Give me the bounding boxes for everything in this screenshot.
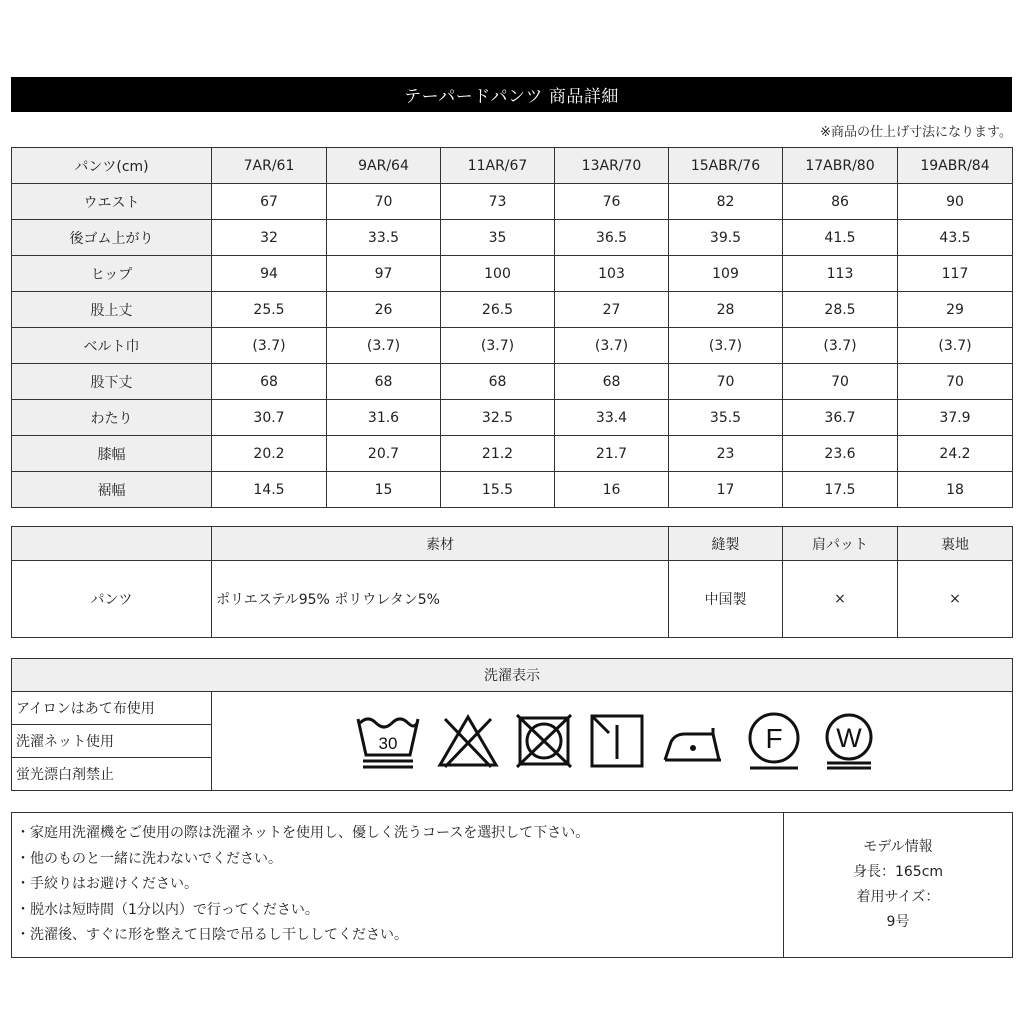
measurement-value: 67 [212, 184, 327, 220]
measurement-value: 21.7 [555, 436, 669, 472]
size-table [11, 147, 1013, 508]
wash-temp: 30 [378, 734, 398, 753]
page-title: テーパードパンツ 商品詳細 [11, 77, 1012, 112]
model-info [784, 813, 1013, 958]
measurement-value: (3.7) [783, 328, 898, 364]
measurement-value: (3.7) [441, 328, 555, 364]
no-tumble-dry-icon [515, 713, 573, 769]
material-sewing: 中国製 [669, 561, 783, 638]
measurement-value: 94 [212, 256, 327, 292]
measurement-value: 15 [327, 472, 441, 508]
size-header-cell: 7AR/61 [212, 148, 327, 184]
size-note: ※商品の仕上げ寸法になります。 [820, 125, 1012, 140]
wash-title: 洗濯表示 [12, 659, 1013, 692]
measurement-value: 68 [441, 364, 555, 400]
measurement-label: ベルト巾 [12, 328, 212, 364]
wash-symbols [212, 692, 1013, 791]
measurement-value: 103 [555, 256, 669, 292]
material-lining: × [898, 561, 1013, 638]
measurement-label: ヒップ [12, 256, 212, 292]
measurement-label: 股下丈 [12, 364, 212, 400]
wet-clean-letter: W [836, 723, 862, 753]
measurement-value: 113 [783, 256, 898, 292]
measurement-value: 70 [898, 364, 1013, 400]
material-item: パンツ [12, 561, 212, 638]
measurement-value: 100 [441, 256, 555, 292]
measurement-value: (3.7) [898, 328, 1013, 364]
measurement-value: (3.7) [555, 328, 669, 364]
material-header-lining: 裏地 [898, 527, 1013, 561]
iron-low-icon [661, 716, 727, 766]
measurement-value: 17.5 [783, 472, 898, 508]
material-header-material: 素材 [212, 527, 669, 561]
table-row [12, 256, 1013, 292]
measurement-label: 股上丈 [12, 292, 212, 328]
table-row [12, 292, 1013, 328]
material-header-blank [12, 527, 212, 561]
measurement-value: 68 [212, 364, 327, 400]
measurement-value: 26.5 [441, 292, 555, 328]
measurement-value: 30.7 [212, 400, 327, 436]
measurement-value: (3.7) [212, 328, 327, 364]
measurement-value: 97 [327, 256, 441, 292]
measurement-value: 117 [898, 256, 1013, 292]
measurement-value: 32.5 [441, 400, 555, 436]
material-header-sewing: 縫製 [669, 527, 783, 561]
measurement-value: 20.2 [212, 436, 327, 472]
wet-clean-w-icon [821, 711, 877, 771]
measurement-value: (3.7) [327, 328, 441, 364]
measurement-value: 23 [669, 436, 783, 472]
care-note-line: ・家庭用洗濯機をご使用の際は洗濯ネットを使用し、優しく洗うコースを選択して下さい。 [16, 825, 590, 841]
no-bleach-icon [437, 713, 499, 769]
table-row [12, 364, 1013, 400]
measurement-label: 後ゴム上がり [12, 220, 212, 256]
measurement-label: 裾幅 [12, 472, 212, 508]
care-notes [12, 813, 784, 958]
model-info-title: モデル情報 [863, 838, 933, 855]
measurement-value: 15.5 [441, 472, 555, 508]
measurement-value: 14.5 [212, 472, 327, 508]
wash-label-bleach: 蛍光漂白剤禁止 [12, 758, 212, 791]
size-header-cell: 15ABR/76 [669, 148, 783, 184]
wash-label-net: 洗濯ネット使用 [12, 725, 212, 758]
table-row [12, 472, 1013, 508]
table-row [12, 328, 1013, 364]
measurement-value: 36.7 [783, 400, 898, 436]
measurement-value: 86 [783, 184, 898, 220]
measurement-label: 膝幅 [12, 436, 212, 472]
wash-30-gentle-icon [355, 711, 421, 771]
dry-clean-f-icon [743, 710, 805, 772]
table-row [12, 436, 1013, 472]
size-header-row [12, 148, 1013, 184]
measurement-value: 90 [898, 184, 1013, 220]
measurement-value: 68 [555, 364, 669, 400]
measurement-value: 82 [669, 184, 783, 220]
size-header-cell: 9AR/64 [327, 148, 441, 184]
table-row [12, 220, 1013, 256]
measurement-value: 43.5 [898, 220, 1013, 256]
measurement-value: 39.5 [669, 220, 783, 256]
wash-table [11, 658, 1013, 791]
measurement-value: 27 [555, 292, 669, 328]
measurement-value: 109 [669, 256, 783, 292]
care-note-line: ・手絞りはお避けください。 [16, 876, 198, 892]
table-row [12, 400, 1013, 436]
measurement-value: 73 [441, 184, 555, 220]
measurement-value: 26 [327, 292, 441, 328]
measurement-value: 24.2 [898, 436, 1013, 472]
measurement-value: 68 [327, 364, 441, 400]
measurement-label: わたり [12, 400, 212, 436]
measurement-value: 18 [898, 472, 1013, 508]
size-header-cell: 17ABR/80 [783, 148, 898, 184]
measurement-value: 76 [555, 184, 669, 220]
model-size-value: 9号 [886, 913, 910, 930]
table-row [12, 184, 1013, 220]
size-header-cell: 13AR/70 [555, 148, 669, 184]
measurement-value: 33.5 [327, 220, 441, 256]
material-table [11, 526, 1013, 638]
measurement-value: 28 [669, 292, 783, 328]
size-header-label: パンツ(cm) [12, 148, 212, 184]
dry-clean-letter: F [765, 723, 783, 754]
material-shoulder-pad: × [783, 561, 898, 638]
measurement-value: 17 [669, 472, 783, 508]
measurement-value: 33.4 [555, 400, 669, 436]
measurement-label: ウエスト [12, 184, 212, 220]
material-header-shoulder-pad: 肩パット [783, 527, 898, 561]
line-dry-shade-icon [589, 713, 645, 769]
measurement-value: 70 [783, 364, 898, 400]
measurement-value: 37.9 [898, 400, 1013, 436]
measurement-value: 41.5 [783, 220, 898, 256]
care-note-line: ・他のものと一緒に洗わないでください。 [16, 850, 282, 867]
measurement-value: 70 [669, 364, 783, 400]
measurement-value: 35.5 [669, 400, 783, 436]
model-height: 身長：165cm [852, 863, 944, 880]
care-note-line: ・脱水は短時間（1分以内）で行ってください。 [16, 901, 319, 918]
wash-label-iron: アイロンはあて布使用 [12, 692, 212, 725]
measurement-value: 36.5 [555, 220, 669, 256]
notes-table [11, 812, 1013, 958]
measurement-value: 21.2 [441, 436, 555, 472]
model-size-label: 着用サイズ： [856, 888, 940, 905]
size-header-cell: 19ABR/84 [898, 148, 1013, 184]
care-note-line: ・洗濯後、すぐに形を整えて日陰で吊るし干ししてください。 [16, 927, 408, 943]
measurement-value: (3.7) [669, 328, 783, 364]
size-header-cell: 11AR/67 [441, 148, 555, 184]
measurement-value: 23.6 [783, 436, 898, 472]
measurement-value: 31.6 [327, 400, 441, 436]
measurement-value: 25.5 [212, 292, 327, 328]
measurement-value: 20.7 [327, 436, 441, 472]
measurement-value: 16 [555, 472, 669, 508]
material-composition: ポリエステル95% ポリウレタン5% [212, 561, 669, 638]
measurement-value: 32 [212, 220, 327, 256]
measurement-value: 70 [327, 184, 441, 220]
measurement-value: 28.5 [783, 292, 898, 328]
measurement-value: 35 [441, 220, 555, 256]
measurement-value: 29 [898, 292, 1013, 328]
